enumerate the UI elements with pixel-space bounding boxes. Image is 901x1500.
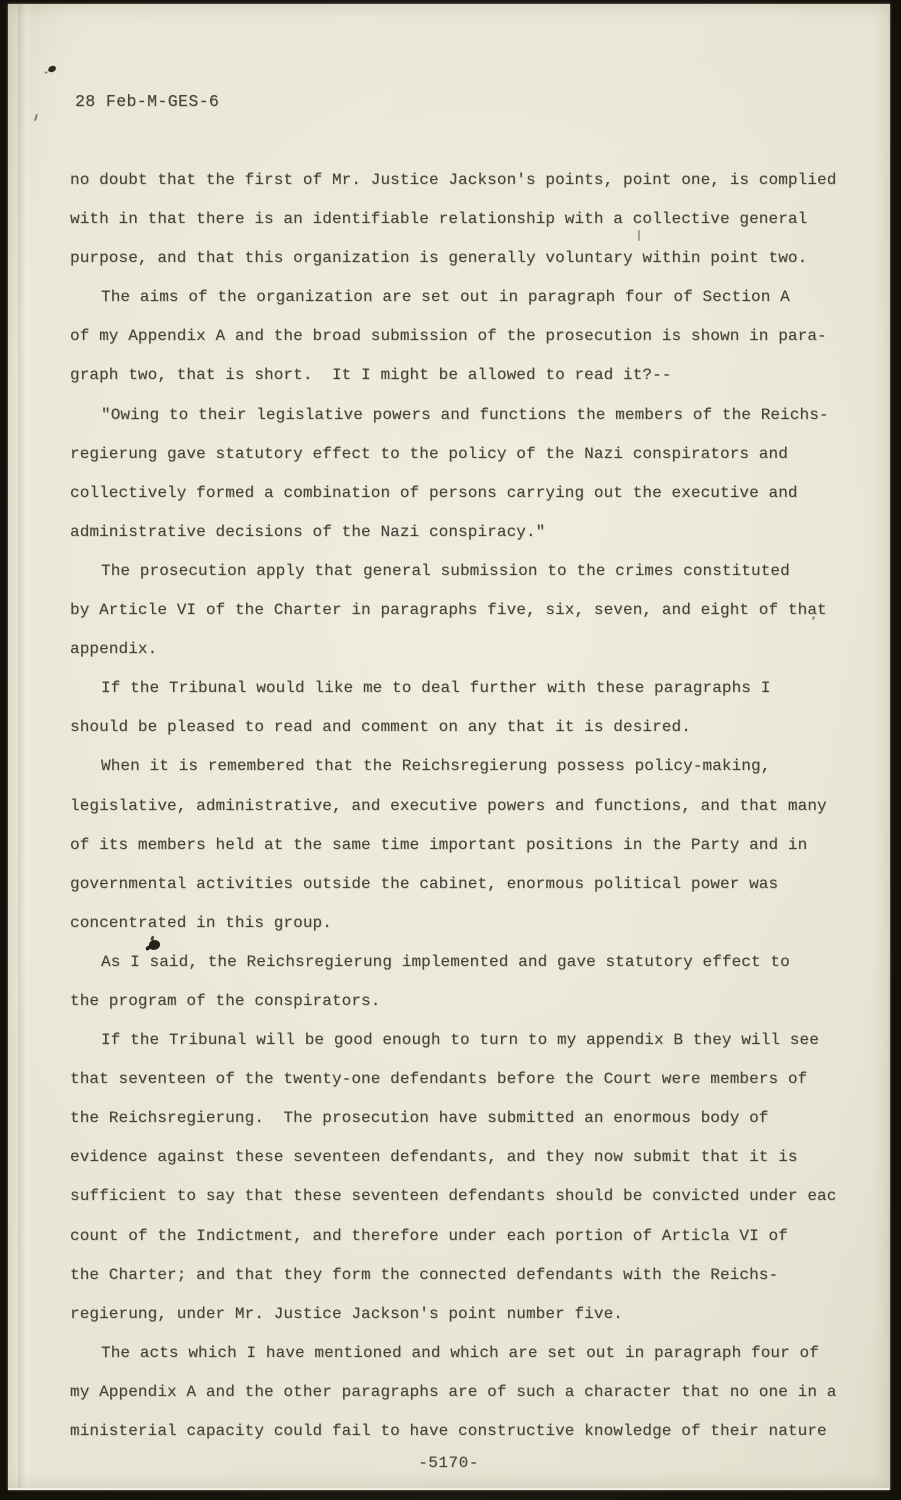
text-line: count of the Indictment, and therefore under each portion of Articla VI of xyxy=(70,1226,788,1245)
text-line: As I said, the Reichsregierung implemented and gave statutory effect to xyxy=(101,952,790,971)
text-line: my Appendix A and the other paragraphs are of such a character that no one in a xyxy=(70,1382,837,1401)
text-line: When it is remembered that the Reichsregierung possess policy-making, xyxy=(101,757,771,776)
stray-ink-tick-left-margin xyxy=(34,114,38,121)
text-line: purpose, and that this organization is generally voluntary within point two. xyxy=(70,249,808,268)
text-line: If the Tribunal would like me to deal further with these paragraphs I xyxy=(101,679,771,698)
text-line: governmental activities outside the cabinet, enormous political power was xyxy=(70,874,779,893)
paper-sheet xyxy=(8,4,890,1490)
text-line: should be pleased to read and comment on any that it is desired. xyxy=(70,718,691,737)
text-body xyxy=(70,161,860,1451)
page-number: -5170- xyxy=(418,1454,479,1472)
text-line: legislative, administrative, and executive powers and functions, and that many xyxy=(70,796,827,815)
text-line: of its members held at the same time important positions in the Party and in xyxy=(70,835,808,854)
text-line: The aims of the organization are set out in paragraph four of Section A xyxy=(101,288,790,307)
text-line: appendix. xyxy=(70,640,158,659)
text-line: sufficient to say that these seventeen defendants should be convicted under eac xyxy=(70,1187,837,1206)
text-line: the Reichsregierung. The prosecution have submitted an enormous body of xyxy=(70,1109,769,1128)
text-line: regierung gave statutory effect to the policy of the Nazi conspirators and xyxy=(70,444,788,463)
text-line: by Article VI of the Charter in paragraphs five, six, seven, and eight of that xyxy=(70,601,827,620)
text-line: collectively formed a combination of persons carrying out the executive and xyxy=(70,483,798,502)
text-line: the program of the conspirators. xyxy=(70,991,381,1010)
ink-speck-top-left xyxy=(47,65,56,73)
text-line: The acts which I have mentioned and which are set out in paragraph four of xyxy=(101,1343,819,1362)
text-line: The prosecution apply that general submission to the crimes constituted xyxy=(101,561,790,580)
text-line: If the Tribunal will be good enough to turn to my appendix B they will see xyxy=(101,1031,819,1050)
document-header: 28 Feb-M-GES-6 xyxy=(75,92,220,111)
text-line: no doubt that the first of Mr. Justice Jackson's points, point one, is complied xyxy=(70,171,837,189)
text-line: concentrated in this group. xyxy=(70,913,332,932)
text-line: graph two, that is short. It I might be allowed to read it?-- xyxy=(70,366,672,385)
text-line: "Owing to their legislative powers and functions the members of the Reichs- xyxy=(101,405,829,424)
text-line: ministerial capacity could fail to have constructive knowledge of their nature xyxy=(70,1422,827,1440)
text-line: evidence against these seventeen defendants, and they now submit that it is xyxy=(70,1148,798,1167)
text-line: that seventeen of the twenty-one defendants before the Court were members of xyxy=(70,1070,808,1089)
text-line: with in that there is an identifiable relationship with a collective general xyxy=(70,210,808,229)
text-line: the Charter; and that they form the connected defendants with the Reichs- xyxy=(70,1265,779,1284)
text-line: administrative decisions of the Nazi conspiracy." xyxy=(70,522,546,541)
text-line: regierung, under Mr. Justice Jackson's point number five. xyxy=(70,1304,623,1323)
text-line: of my Appendix A and the broad submission of the prosecution is shown in para- xyxy=(70,327,827,346)
